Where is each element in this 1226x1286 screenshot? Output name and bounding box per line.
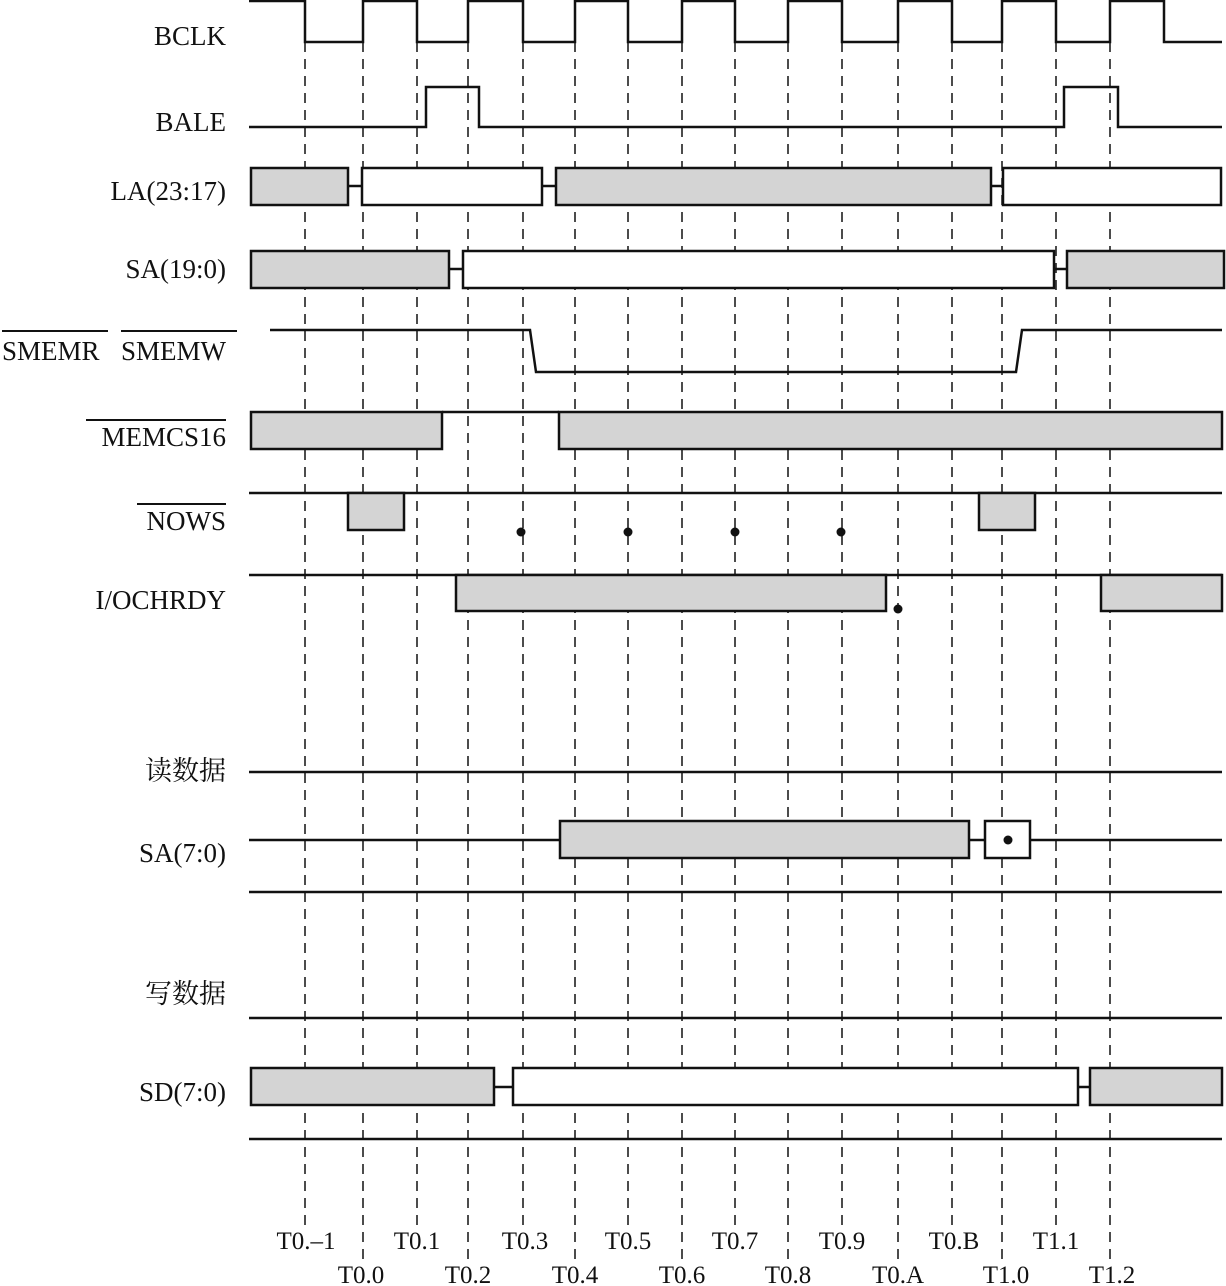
sa-invalid-2 — [1067, 251, 1224, 288]
iochrdy-waveform — [249, 575, 1222, 614]
memcs16-invalid-1 — [251, 412, 442, 449]
time-labels — [276, 1228, 1135, 1286]
time-label: T0.7 — [711, 1228, 759, 1255]
label-smemr: SMEMR — [2, 336, 100, 366]
time-label: T0.A — [871, 1262, 925, 1286]
time-label: T0.B — [928, 1228, 980, 1255]
time-label: T0.4 — [551, 1262, 599, 1286]
la-bus — [251, 168, 1221, 205]
sd-valid — [513, 1068, 1078, 1105]
iochrdy-sample-dot — [894, 605, 903, 614]
sa-invalid-1 — [251, 251, 449, 288]
label-memcs16: MEMCS16 — [101, 422, 226, 452]
label-sa: SA(19:0) — [125, 254, 226, 284]
la-valid-1 — [362, 168, 542, 205]
time-label: T0.3 — [501, 1228, 549, 1255]
time-label: T0.8 — [764, 1262, 812, 1286]
sd-invalid-2 — [1090, 1068, 1222, 1105]
sa-bus — [251, 251, 1224, 288]
sa-low-data — [560, 821, 969, 858]
nows-sample-dot — [624, 528, 633, 537]
iochrdy-window-1 — [456, 575, 886, 611]
time-label: T0.0 — [337, 1262, 385, 1286]
nows-window-2 — [979, 493, 1035, 530]
time-label: T1.0 — [982, 1262, 1030, 1286]
nows-sample-dot — [837, 528, 846, 537]
time-label: T1.2 — [1088, 1262, 1136, 1286]
la-invalid-1 — [251, 168, 348, 205]
la-valid-2 — [1003, 168, 1221, 205]
time-label: T0.2 — [444, 1262, 492, 1286]
label-sd: SD(7:0) — [139, 1077, 226, 1107]
time-label: T1.1 — [1032, 1228, 1080, 1255]
time-label: T0.5 — [604, 1228, 652, 1255]
smem-waveform — [270, 330, 1222, 372]
label-nows: NOWS — [146, 506, 226, 536]
signal-labels — [2, 21, 237, 1107]
nows-sample-dot — [517, 528, 526, 537]
bclk-waveform — [249, 1, 1222, 42]
nows-sample-dot — [731, 528, 740, 537]
time-label: T0.6 — [658, 1262, 706, 1286]
memcs16-bus — [251, 412, 1222, 449]
label-write-data: 写数据 — [145, 979, 226, 1009]
time-label: T0.1 — [393, 1228, 441, 1255]
memcs16-invalid-2 — [559, 412, 1222, 449]
time-label: T0.9 — [818, 1228, 866, 1255]
label-bclk: BCLK — [153, 21, 226, 51]
sa-valid — [463, 251, 1054, 288]
la-invalid-2 — [556, 168, 991, 205]
label-sa-low: SA(7:0) — [139, 838, 226, 868]
time-label: T0.–1 — [276, 1228, 336, 1255]
label-smemw: SMEMW — [121, 336, 227, 366]
sa-low-latch-dot — [1004, 836, 1013, 845]
nows-window-1 — [348, 493, 404, 530]
nows-waveform — [249, 493, 1222, 537]
label-iochrdy: I/OCHRDY — [95, 585, 226, 615]
label-read-data: 读数据 — [145, 756, 226, 786]
label-la: LA(23:17) — [110, 176, 226, 206]
iochrdy-window-2 — [1101, 575, 1222, 611]
label-bale: BALE — [155, 107, 226, 137]
sd-invalid-1 — [251, 1068, 494, 1105]
